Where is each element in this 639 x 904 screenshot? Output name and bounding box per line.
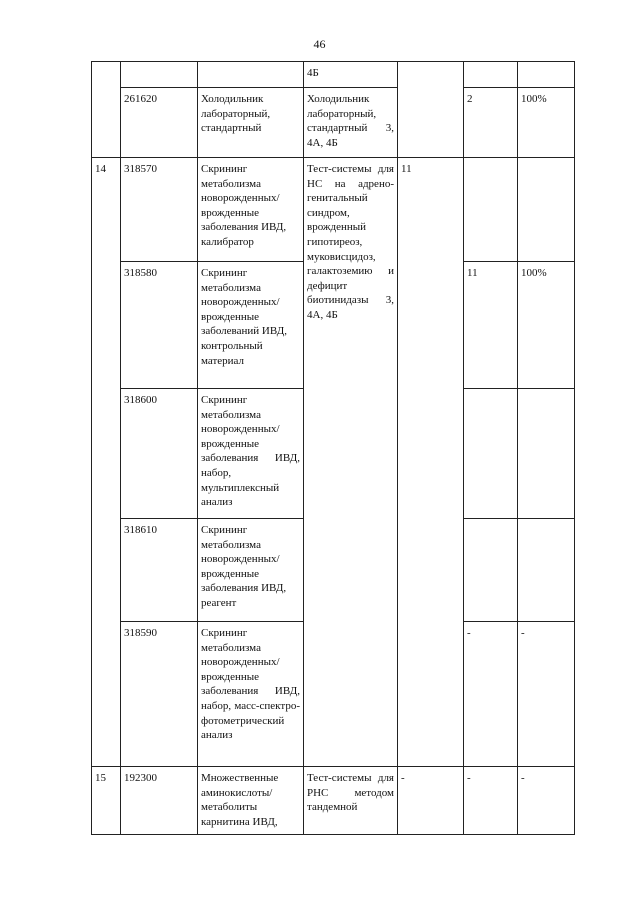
percent-cell: - xyxy=(518,622,575,767)
percent-cell xyxy=(518,158,575,262)
quantity-2-cell xyxy=(464,519,518,622)
row-number-cell xyxy=(92,62,121,158)
quantity-2-cell xyxy=(464,389,518,519)
name-cell: Скрининг метаболизма новорожденных/ врожденные заболевания ИВД, реагент xyxy=(198,519,304,622)
quantity-2-cell: - xyxy=(464,767,518,835)
quantity-cell: 11 xyxy=(398,158,464,767)
percent-cell xyxy=(518,62,575,88)
row-number-cell: 14 xyxy=(92,158,121,767)
table-row xyxy=(92,62,575,88)
percent-cell xyxy=(518,389,575,519)
code-cell: 318570 xyxy=(121,158,198,262)
percent-cell: - xyxy=(518,767,575,835)
quantity-cell: - xyxy=(398,767,464,835)
quantity-cell xyxy=(398,62,464,158)
quantity-2-cell xyxy=(464,62,518,88)
quantity-2-cell xyxy=(464,158,518,262)
quantity-2-cell: 2 xyxy=(464,88,518,158)
row-number-cell: 15 xyxy=(92,767,121,835)
percent-cell: 100% xyxy=(518,88,575,158)
page-number: 46 xyxy=(313,37,326,51)
description-cell: Тест-системы для НС на адрено-генитальный синдром, врожденный гипотиреоз, муковисцидоз, галактоземию и дефицит биотинидазы 3, 4А, 4Б xyxy=(304,158,398,767)
description-cell: Холодильник лабораторный, стандартный 3, 4А, 4Б xyxy=(304,88,398,158)
name-cell: Холодильник лабораторный, стандартный xyxy=(198,88,304,158)
table-row xyxy=(92,88,575,158)
description-cell: 4Б xyxy=(304,62,398,88)
quantity-2-cell: 11 xyxy=(464,262,518,389)
name-cell: Скрининг метаболизма новорожденных/ врожденные заболевания ИВД, калибратор xyxy=(198,158,304,262)
equipment-table xyxy=(91,61,575,835)
percent-cell xyxy=(518,519,575,622)
code-cell xyxy=(121,62,198,88)
table-row xyxy=(92,767,575,835)
code-cell: 318610 xyxy=(121,519,198,622)
name-cell: Скрининг метаболизма новорожденных/ врожденные заболевания ИВД, набор, мультиплексный анализ xyxy=(198,389,304,519)
table-row xyxy=(92,158,575,262)
name-cell: Скрининг метаболизма новорожденных/ врожденные заболевания ИВД, набор, масс-спектро-фотометрический анализ xyxy=(198,622,304,767)
code-cell: 318590 xyxy=(121,622,198,767)
description-cell: Тест-системы для РНС методом тандемной xyxy=(304,767,398,835)
name-cell: Скрининг метаболизма новорожденных/ врожденные заболеваний ИВД, контрольный материал xyxy=(198,262,304,389)
percent-cell: 100% xyxy=(518,262,575,389)
name-cell xyxy=(198,62,304,88)
code-cell: 318600 xyxy=(121,389,198,519)
quantity-2-cell: - xyxy=(464,622,518,767)
code-cell: 261620 xyxy=(121,88,198,158)
code-cell: 318580 xyxy=(121,262,198,389)
name-cell: Множественные аминокислоты/ метаболиты карнитина ИВД, xyxy=(198,767,304,835)
code-cell: 192300 xyxy=(121,767,198,835)
